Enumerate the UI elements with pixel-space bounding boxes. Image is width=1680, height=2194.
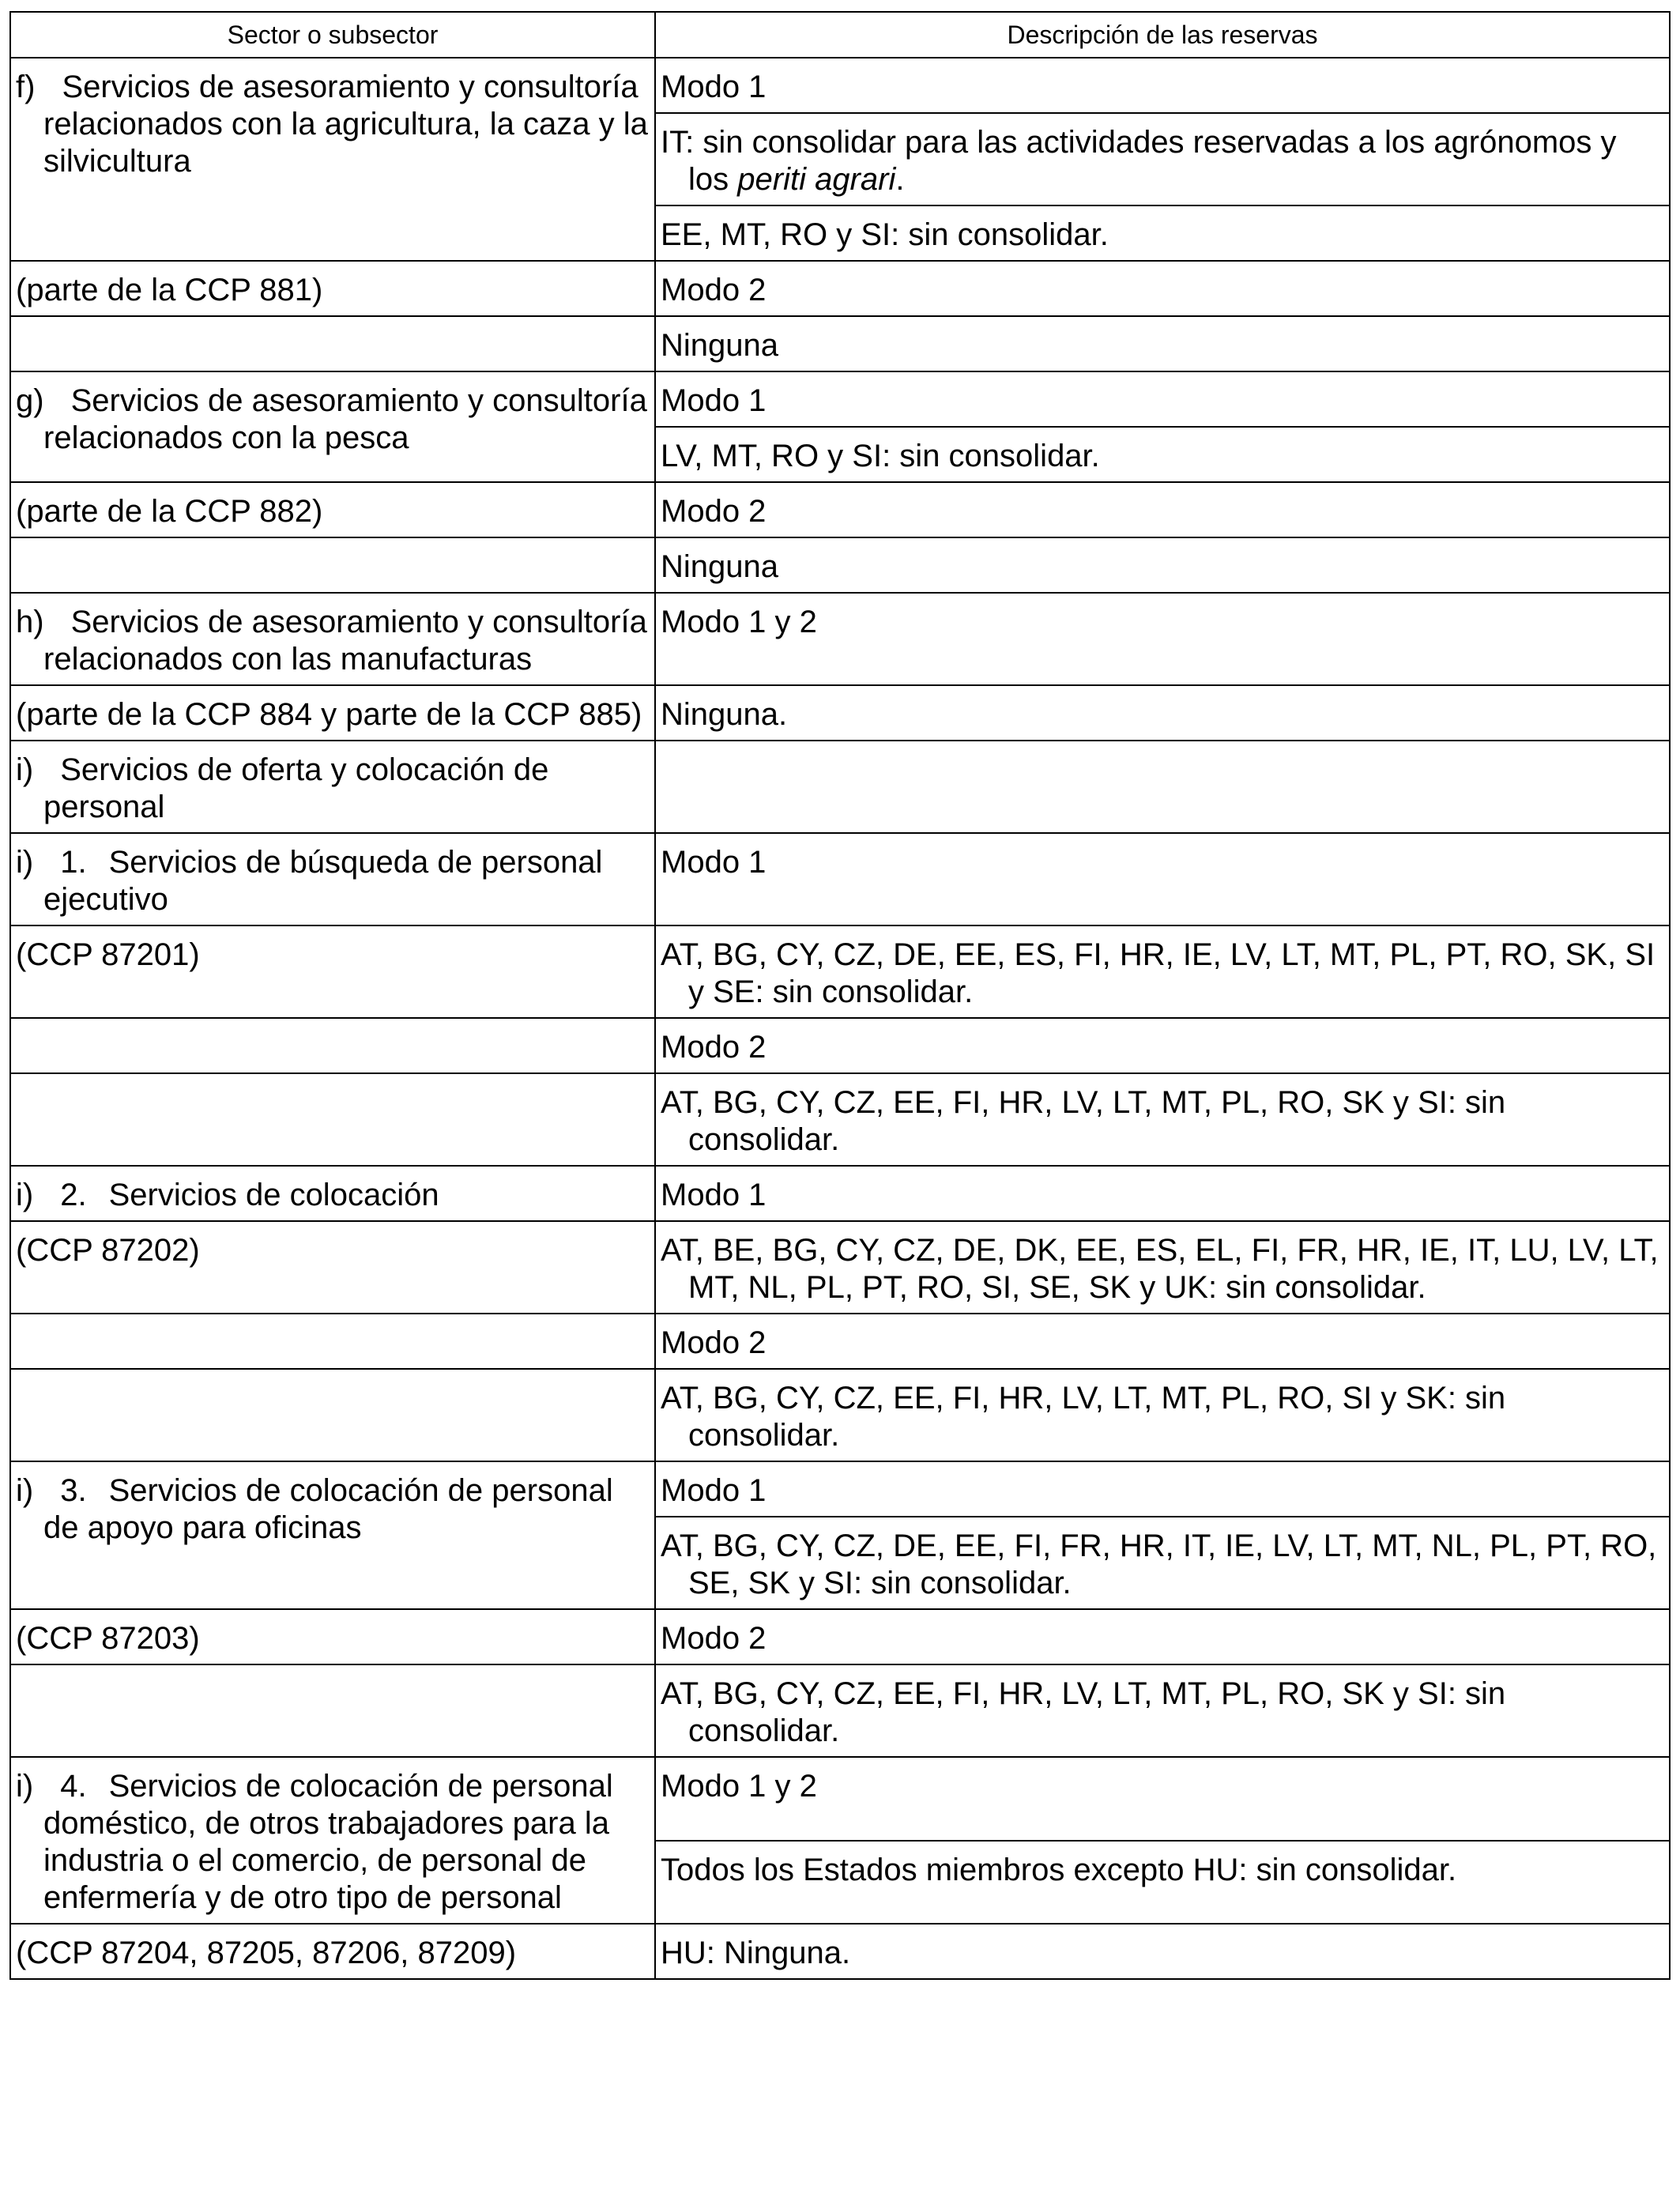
sector-label: Servicios de asesoramiento y consultoría relacionados con la pesca: [43, 383, 647, 455]
description-cell: Modo 2: [655, 261, 1670, 316]
sector-cell-g: [10, 371, 655, 482]
sector-code-cell: (parte de la CCP 884 y parte de la CCP 885): [10, 685, 655, 741]
description-cell: Modo 2: [655, 482, 1670, 537]
description-cell: Ninguna: [655, 316, 1670, 371]
table-row: [10, 1314, 1670, 1369]
italic-term: periti agrari: [737, 162, 896, 197]
description-cell: Modo 1: [655, 1166, 1670, 1221]
table-row: [10, 58, 1670, 113]
description-cell: AT, BG, CY, CZ, EE, FI, HR, LV, LT, MT, PL, RO, SK y SI: sin consolidar.: [655, 1073, 1670, 1166]
table-row: [10, 537, 1670, 593]
item-marker: f): [16, 70, 36, 104]
table-row: [10, 1018, 1670, 1073]
description-cell: Modo 2: [655, 1609, 1670, 1664]
description-cell: Modo 1: [655, 58, 1670, 113]
description-cell: Modo 1: [655, 1461, 1670, 1517]
item-marker: g): [16, 383, 44, 418]
sector-cell-f: [10, 58, 655, 261]
item-number: 1.: [60, 845, 87, 880]
item-marker: i): [16, 1178, 34, 1212]
table-row: [10, 1664, 1670, 1757]
table-row: [10, 1221, 1670, 1314]
empty-cell: [10, 1018, 655, 1073]
sector-label: Servicios de colocación: [108, 1178, 439, 1212]
table-row: [10, 833, 1670, 925]
sector-cell-i3: [10, 1461, 655, 1609]
description-cell: Todos los Estados miembros excepto HU: sin consolidar.: [655, 1841, 1670, 1924]
sector-cell-i2: [10, 1166, 655, 1221]
description-cell: Modo 1: [655, 833, 1670, 925]
table-row: [10, 1757, 1670, 1841]
table-row: [10, 1924, 1670, 1979]
sector-label: Servicios de colocación de personal de apoyo para oficinas: [43, 1473, 613, 1545]
sector-cell-i: [10, 741, 655, 833]
item-marker: h): [16, 605, 44, 639]
description-cell: Modo 1: [655, 371, 1670, 427]
description-cell: AT, BG, CY, CZ, DE, EE, ES, FI, HR, IE, LV, LT, MT, PL, PT, RO, SK, SI y SE: sin consolidar.: [655, 925, 1670, 1018]
sector-code-cell: (CCP 87204, 87205, 87206, 87209): [10, 1924, 655, 1979]
item-marker: i): [16, 845, 34, 880]
reservations-table: [9, 11, 1671, 1980]
item-number: 4.: [60, 1769, 87, 1804]
item-number: 3.: [60, 1473, 87, 1508]
sector-code-cell: (CCP 87203): [10, 1609, 655, 1664]
table-row: [10, 685, 1670, 741]
sector-cell-i4: [10, 1757, 655, 1924]
table-row: [10, 1369, 1670, 1461]
description-cell: Modo 2: [655, 1314, 1670, 1369]
empty-cell: [10, 1073, 655, 1166]
empty-cell: [10, 1664, 655, 1757]
empty-cell: [10, 1369, 655, 1461]
description-cell: IT: sin consolidar para las actividades reservadas a los agrónomos y los periti agrari.: [655, 113, 1670, 205]
table-row: [10, 371, 1670, 427]
description-cell: AT, BG, CY, CZ, EE, FI, HR, LV, LT, MT, PL, RO, SI y SK: sin consolidar.: [655, 1369, 1670, 1461]
description-cell: Modo 1 y 2: [655, 593, 1670, 685]
empty-cell: [655, 741, 1670, 833]
item-number: 2.: [60, 1178, 87, 1212]
sector-code-cell: (parte de la CCP 881): [10, 261, 655, 316]
description-cell: Ninguna: [655, 537, 1670, 593]
description-cell: AT, BG, CY, CZ, DE, EE, FI, FR, HR, IT, IE, LV, LT, MT, NL, PL, PT, RO, SE, SK y SI: sin consolidar.: [655, 1517, 1670, 1609]
header-description: Descripción de las reservas: [655, 12, 1670, 58]
sector-cell-h: [10, 593, 655, 685]
sector-code-cell: (CCP 87201): [10, 925, 655, 1018]
table-row: [10, 925, 1670, 1018]
table-row: [10, 741, 1670, 833]
table-row: [10, 1073, 1670, 1166]
description-cell: Modo 1 y 2: [655, 1757, 1670, 1841]
item-marker: i): [16, 1473, 34, 1508]
sector-cell-i1: [10, 833, 655, 925]
item-marker: i): [16, 1769, 34, 1804]
header-sector: Sector o subsector: [10, 12, 655, 58]
table-header-row: [10, 12, 1670, 58]
sector-label: Servicios de asesoramiento y consultoría relacionados con las manufacturas: [43, 605, 647, 677]
description-cell: Ninguna.: [655, 685, 1670, 741]
table-row: [10, 261, 1670, 316]
sector-label: Servicios de colocación de personal doméstico, de otros trabajadores para la industria o el comercio, de personal de enfermería y de otro tipo de personal: [43, 1769, 613, 1915]
empty-cell: [10, 537, 655, 593]
table-row: [10, 1609, 1670, 1664]
table-row: [10, 1166, 1670, 1221]
sector-label: Servicios de oferta y colocación de personal: [43, 752, 549, 824]
sector-code-cell: (parte de la CCP 882): [10, 482, 655, 537]
description-cell: HU: Ninguna.: [655, 1924, 1670, 1979]
table-row: [10, 593, 1670, 685]
empty-cell: [10, 1314, 655, 1369]
table-row: [10, 1461, 1670, 1517]
description-cell: EE, MT, RO y SI: sin consolidar.: [655, 205, 1670, 261]
description-cell: LV, MT, RO y SI: sin consolidar.: [655, 427, 1670, 482]
table-row: [10, 316, 1670, 371]
sector-label: Servicios de búsqueda de personal ejecutivo: [43, 845, 603, 917]
description-cell: AT, BE, BG, CY, CZ, DE, DK, EE, ES, EL, FI, FR, HR, IE, IT, LU, LV, LT, MT, NL, PL, PT, RO, SI, SE, SK y UK: sin consolidar.: [655, 1221, 1670, 1314]
description-cell: AT, BG, CY, CZ, EE, FI, HR, LV, LT, MT, PL, RO, SK y SI: sin consolidar.: [655, 1664, 1670, 1757]
sector-label: Servicios de asesoramiento y consultoría relacionados con la agricultura, la caza y la silvicultura: [43, 70, 648, 179]
empty-cell: [10, 316, 655, 371]
sector-code-cell: (CCP 87202): [10, 1221, 655, 1314]
table-row: [10, 482, 1670, 537]
item-marker: i): [16, 752, 34, 787]
description-cell: Modo 2: [655, 1018, 1670, 1073]
